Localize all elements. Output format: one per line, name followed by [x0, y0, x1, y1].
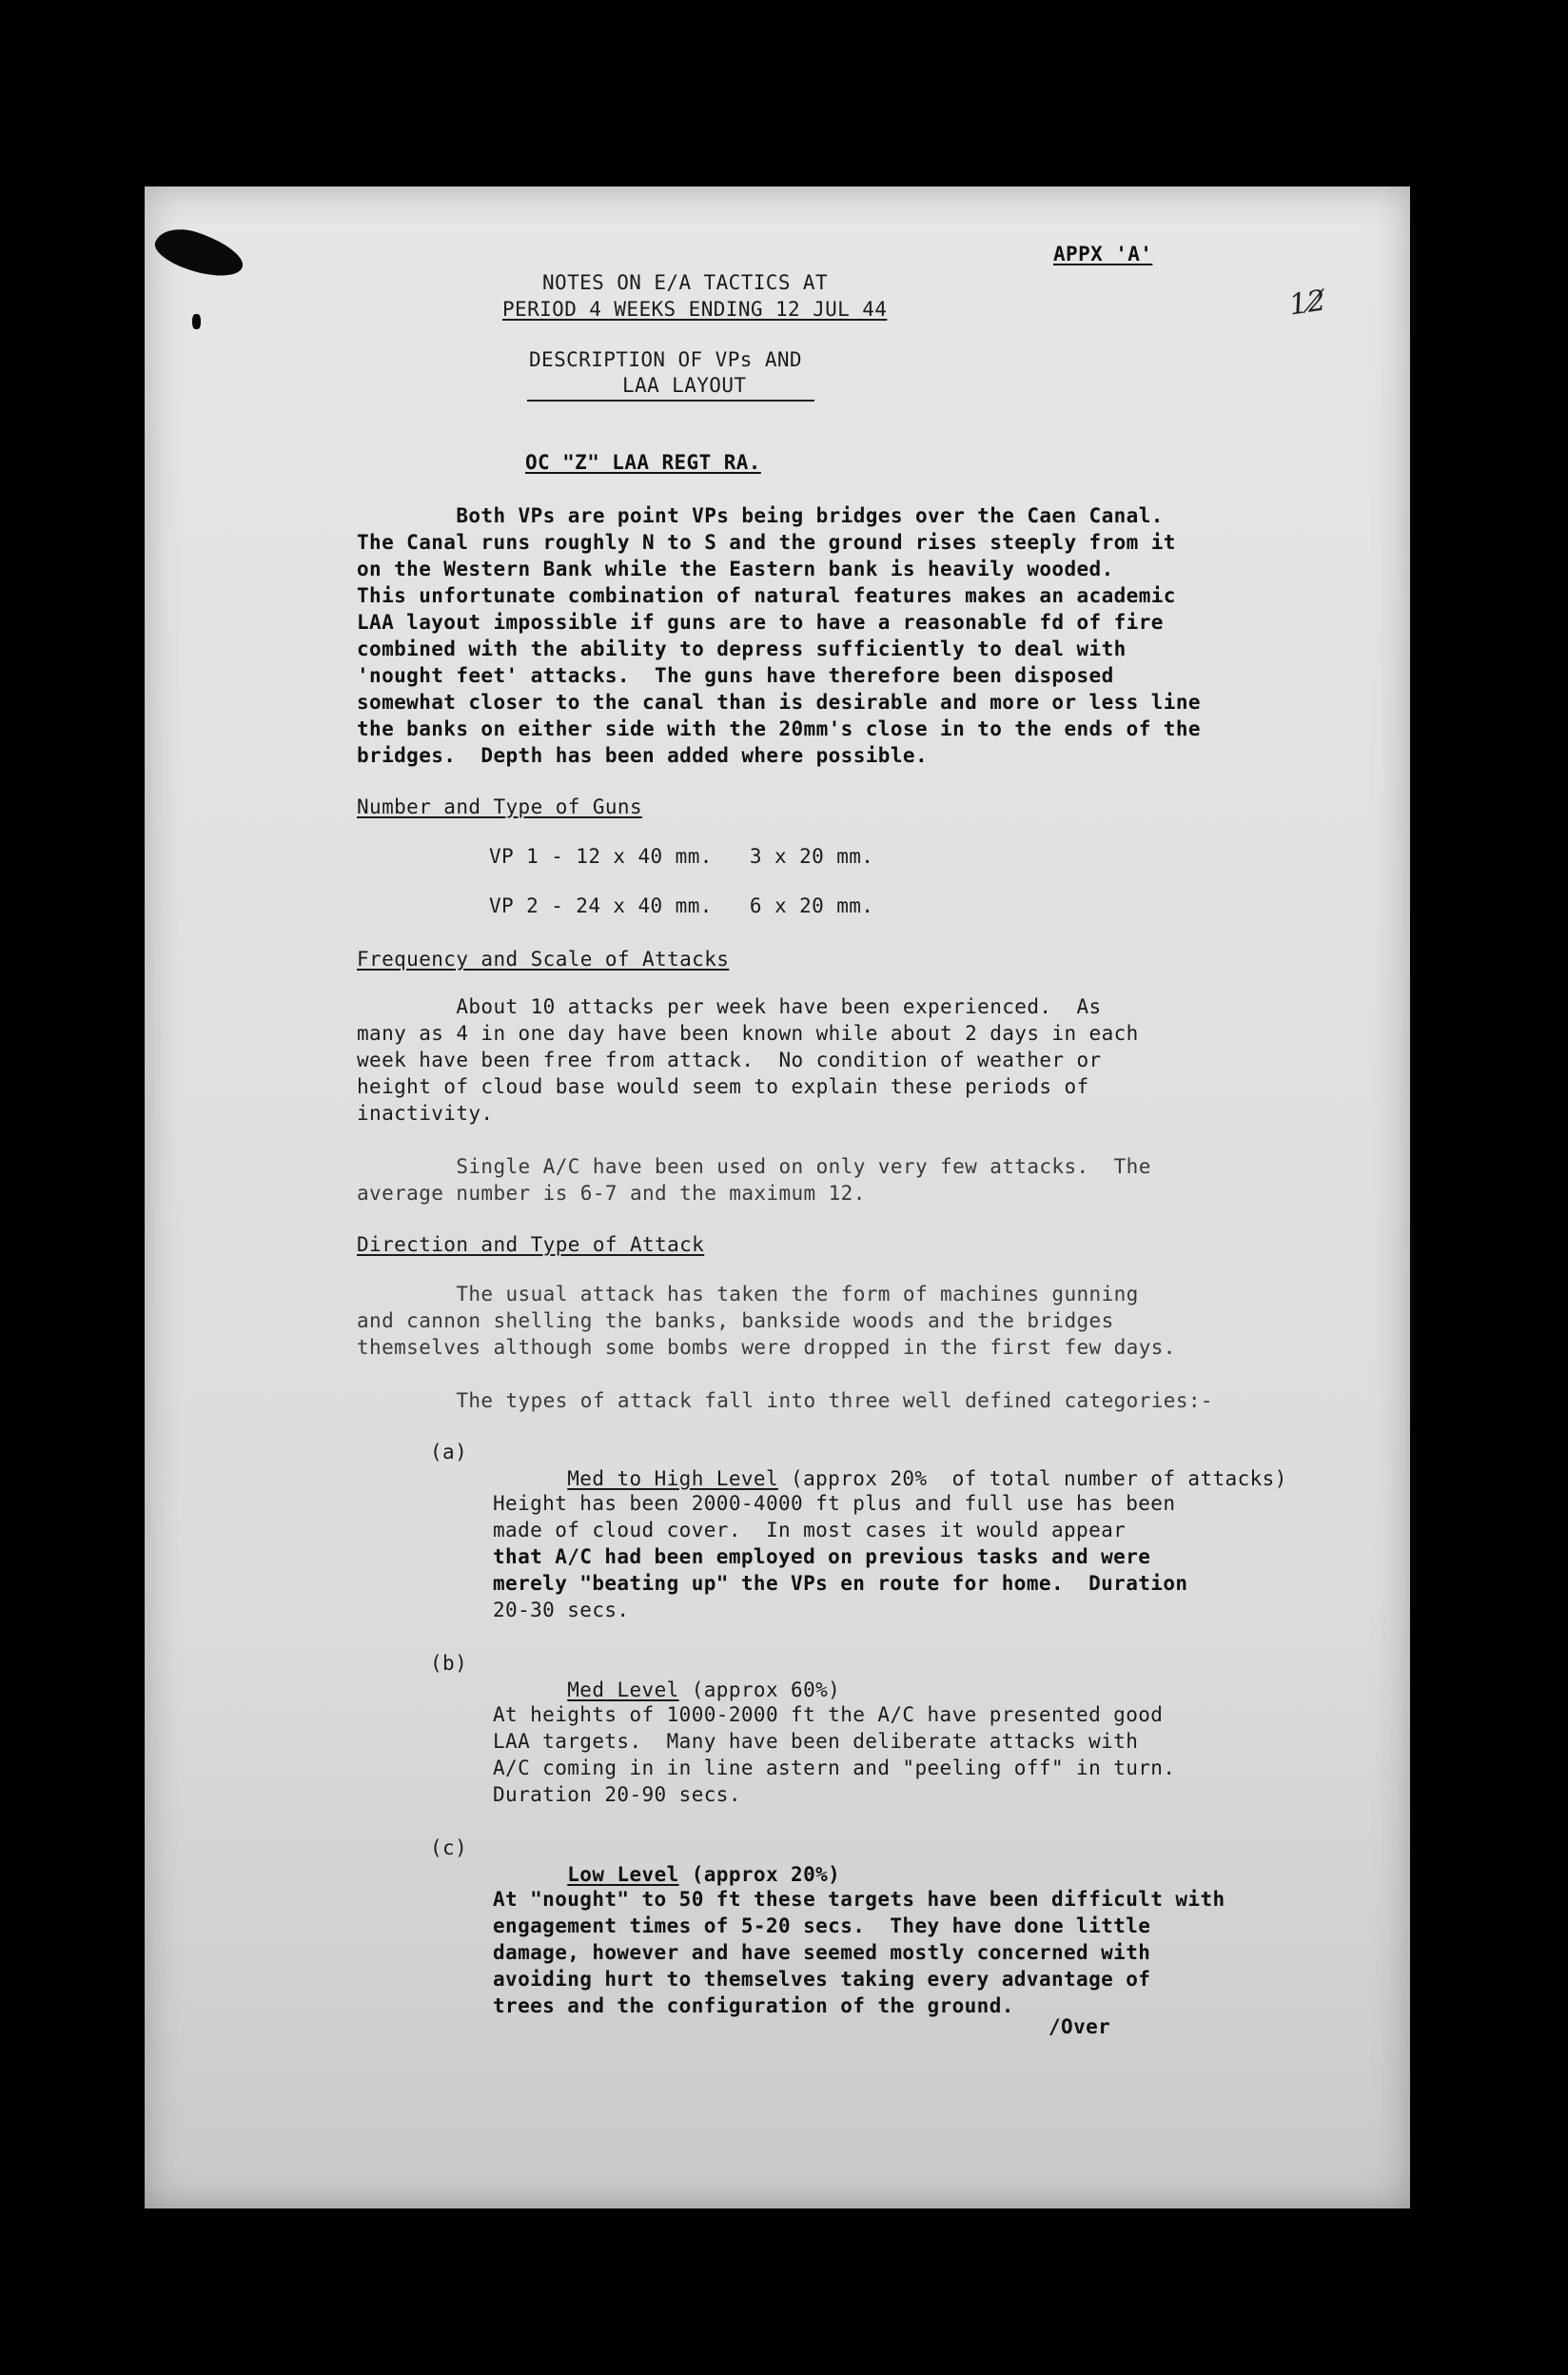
types-intro: The types of attack fall into three well defined categories:- — [357, 1389, 1213, 1412]
text-line: The Canal runs roughly N to S and the ground rises steeply from it — [357, 531, 1176, 554]
ink-blot-mark — [150, 221, 248, 285]
text-line: LAA targets. Many have been deliberate attacks with — [493, 1730, 1139, 1753]
text-line: week have been free from attack. No condition of weather or — [357, 1049, 1102, 1071]
appendix-label: APPX 'A' — [1053, 243, 1153, 265]
category-a-title: Med to High Level — [567, 1467, 778, 1490]
title-line-1: NOTES ON E/A TACTICS AT — [542, 271, 828, 294]
text-line: At heights of 1000-2000 ft the A/C have presented good — [493, 1703, 1164, 1726]
category-a-label: (a) — [430, 1441, 468, 1463]
guns-vp2: VP 2 - 24 x 40 mm. 6 x 20 mm. — [489, 894, 874, 917]
text-line: many as 4 in one day have been known while about 2 days in each — [357, 1022, 1139, 1045]
text-line: Single A/C have been used on only very few attacks. The — [357, 1155, 1151, 1178]
text-line: damage, however and have seemed mostly concerned with — [493, 1941, 1151, 1964]
category-c-note: (approx 20%) — [678, 1863, 841, 1886]
subtitle-line-1: DESCRIPTION OF VPs AND — [529, 348, 802, 371]
category-b-title: Med Level — [567, 1678, 679, 1701]
text-line: made of cloud cover. In most cases it would appear — [493, 1519, 1127, 1541]
section-heading-guns: Number and Type of Guns — [357, 795, 642, 818]
text-line: trees and the configuration of the ground. — [493, 1994, 1014, 2017]
text-line: somewhat closer to the canal than is desirable and more or less line — [357, 691, 1201, 714]
text-line: Duration 20-90 secs. — [493, 1783, 741, 1806]
text-line: combined with the ability to depress sufficiently to deal with — [357, 638, 1127, 660]
category-c-label: (c) — [430, 1836, 468, 1859]
text-line: This unfortunate combination of natural features makes an academic — [357, 584, 1176, 607]
text-line: height of cloud base would seem to explain these periods of — [357, 1075, 1089, 1098]
text-line: Both VPs are point VPs being bridges over the Caen Canal. — [357, 504, 1164, 527]
text-line: 20-30 secs. — [493, 1599, 630, 1621]
text-line: that A/C had been employed on previous tasks and were — [493, 1545, 1151, 1568]
category-b-note: (approx 60%) — [678, 1678, 841, 1701]
subtitle-line-2: LAA LAYOUT — [622, 374, 747, 397]
text-line: A/C coming in in line astern and "peeling off" in turn. — [493, 1757, 1176, 1779]
category-a-note: (approx 20% of total number of attacks) — [778, 1467, 1287, 1490]
text-line: About 10 attacks per week have been experienced. As — [357, 995, 1102, 1018]
over-marker: /Over — [1049, 2015, 1111, 2038]
text-line: At "nought" to 50 ft these targets have been difficult with — [493, 1888, 1225, 1911]
text-line: LAA layout impossible if guns are to have a reasonable fd of fire — [357, 611, 1164, 634]
document-page — [145, 186, 1410, 2208]
subtitle-underline — [527, 400, 814, 402]
text-line: The usual attack has taken the form of machines gunning — [357, 1283, 1139, 1305]
title-line-2: PERIOD 4 WEEKS ENDING 12 JUL 44 — [502, 298, 888, 321]
text-line: engagement times of 5-20 secs. They have done little — [493, 1914, 1151, 1937]
text-line: average number is 6-7 and the maximum 12. — [357, 1182, 866, 1205]
text-line: the banks on either side with the 20mm's close in to the ends of the — [357, 717, 1201, 740]
text-line: inactivity. — [357, 1102, 494, 1125]
text-line: themselves although some bombs were dropped in the first few days. — [357, 1336, 1176, 1359]
text-line: merely "beating up" the VPs en route for home. Duration — [493, 1572, 1188, 1595]
text-line: and cannon shelling the banks, bankside woods and the bridges — [357, 1309, 1114, 1332]
ink-dot-mark — [192, 314, 201, 329]
text-line: on the Western Bank while the Eastern bank is heavily wooded. — [357, 558, 1114, 580]
guns-vp1: VP 1 - 12 x 40 mm. 3 x 20 mm. — [489, 845, 874, 868]
text-line: 'nought feet' attacks. The guns have therefore been disposed — [357, 664, 1114, 687]
text-line: bridges. Depth has been added where possible. — [357, 744, 928, 767]
category-c-title: Low Level — [567, 1863, 679, 1886]
section-heading-frequency: Frequency and Scale of Attacks — [357, 948, 730, 971]
author-line: OC "Z" LAA REGT RA. — [525, 451, 761, 474]
text-line: avoiding hurt to themselves taking every advantage of — [493, 1968, 1151, 1991]
text-line: Height has been 2000-4000 ft plus and full use has been — [493, 1492, 1176, 1515]
section-heading-direction: Direction and Type of Attack — [357, 1233, 705, 1256]
category-b-label: (b) — [430, 1652, 468, 1675]
page-number: 12̸ — [1286, 284, 1328, 323]
